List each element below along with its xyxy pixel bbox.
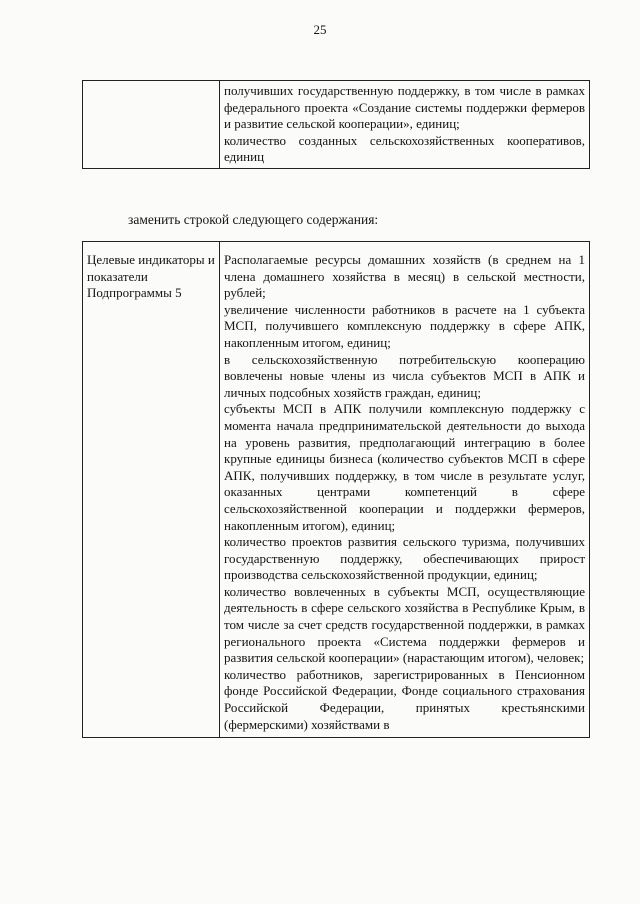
previous-row-table	[82, 80, 590, 169]
table-row	[83, 81, 590, 169]
indicator-label-cell	[83, 81, 220, 169]
indicator-text-cell	[220, 81, 590, 169]
replacement-instruction: заменить строкой следующего содержания:	[128, 212, 379, 227]
table-row	[83, 242, 590, 738]
indicator-text: получивших государственную поддержку, в том числе в рамках федерального проекта «Создание системы поддержки фермеров и развитие сельской кооперации», единиц; количество созданных сельскохозяйственных кооперативов, единиц	[224, 83, 585, 165]
indicator-label: Целевые индикаторы и показатели Подпрограммы 5	[87, 252, 215, 301]
replacement-row-table	[82, 241, 590, 738]
indicator-text: Располагаемые ресурсы домашних хозяйств (в среднем на 1 члена домашнего хозяйства в месяц) в сельской местности, рублей; увеличение численности работников в расчете на 1 субъекта МСП, получившего комплексную поддержку в сфере АПК, накопленным итогом, единиц; в сельскохозяйственную потребительскую кооперацию вовлечены новые члены из числа субъектов МСП в АПК и личных подсобных хозяйств граждан, единиц; субъекты МСП в АПК получили комплексную поддержку с момента начала предпринимательской деятельности до выхода на уровень развития, предполагающий интеграцию в более крупные единицы бизнеса (количество субъектов МСП в сфере АПК, получивших поддержку, в том числе в результате услуг, оказанных центрами компетенций в сфере сельскохозяйственной кооперации и поддержки фермеров, накопленным итогом), единиц; количество проектов развития сельского туризма, получивших государственную поддержку, обеспечивающих прирост производства сельскохозяйственной продукции, единиц; количество вовлеченных в субъекты МСП, осуществляющие деятельность в сфере сельского хозяйства в Республике Крым, в том числе за счет средств государственной поддержки, в рамках регионального проекта «Система поддержки фермеров и развития сельской кооперации» (нарастающим итогом), человек; количество работников, зарегистрированных в Пенсионном фонде Российской Федерации, Фонде социального страхования Российской Федерации, принятых крестьянскими (фермерскими) хозяйствами в	[224, 252, 585, 732]
indicator-text-cell	[220, 242, 590, 738]
indicator-label-cell	[83, 242, 220, 738]
page-number: 25	[313, 22, 327, 37]
